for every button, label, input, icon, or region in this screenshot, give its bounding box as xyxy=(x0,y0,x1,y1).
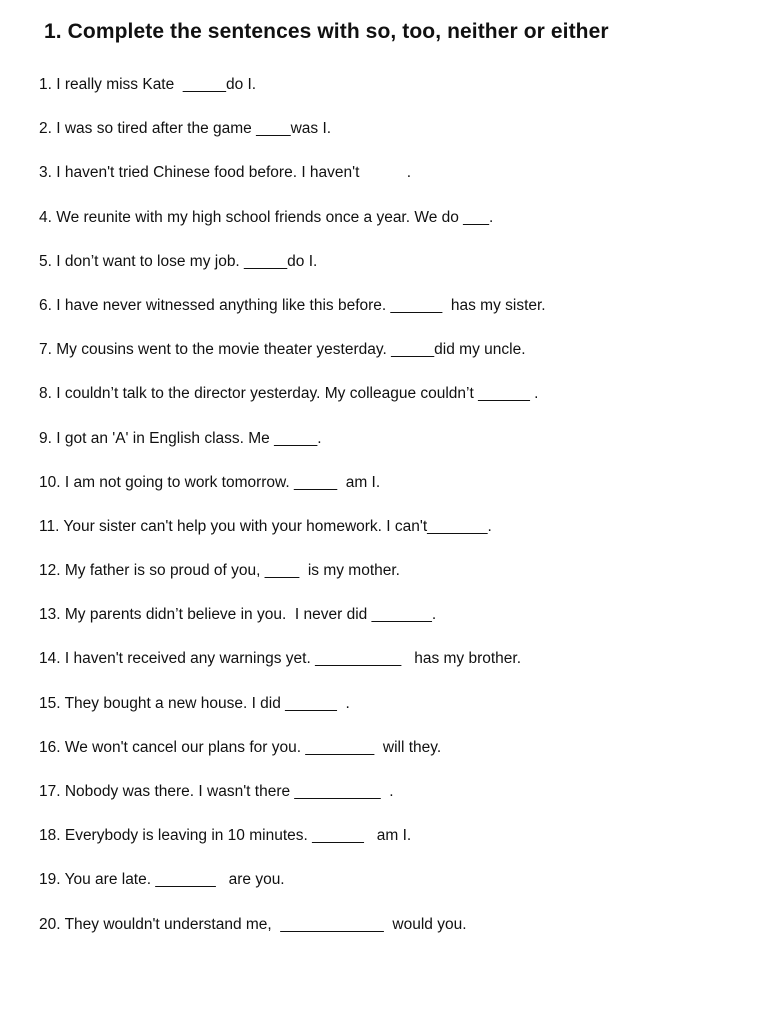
sentence-item: 10. I am not going to work tomorrow. _____ am I. xyxy=(39,473,381,491)
sentence-item: 4. We reunite with my high school friends once a year. We do ___. xyxy=(39,208,494,226)
sentence-item: 9. I got an 'A' in English class. Me _____. xyxy=(39,429,322,447)
sentence-item: 15. They bought a new house. I did ______ . xyxy=(39,694,350,712)
sentence-item: 5. I don’t want to lose my job. _____do I. xyxy=(39,252,318,270)
sentence-item: 14. I haven't received any warnings yet. __________ has my brother. xyxy=(39,650,522,668)
sentence-item: 2. I was so tired after the game ____was I. xyxy=(39,120,332,138)
sentence-item: 3. I haven't tried Chinese food before. I haven't . xyxy=(39,164,412,182)
sentence-item: 16. We won't cancel our plans for you. ________ will they. xyxy=(39,738,442,756)
sentence-item: 6. I have never witnessed anything like this before. ______ has my sister. xyxy=(39,296,546,314)
sentence-item: 1. I really miss Kate _____do I. xyxy=(39,76,257,93)
sentence-item: 13. My parents didn’t believe in you. I never did _______. xyxy=(39,606,437,624)
sentence-item: 12. My father is so proud of you, ____ is my mother. xyxy=(39,562,400,580)
sentence-item: 11. Your sister can't help you with your homework. I can't_______. xyxy=(39,517,492,535)
sentence-item: 8. I couldn’t talk to the director yesterday. My colleague couldn’t ______ . xyxy=(39,385,539,403)
sentence-item: 19. You are late. _______ are you. xyxy=(39,871,285,889)
exercise-title: 1. Complete the sentences with so, too, neither or either xyxy=(44,20,609,43)
sentence-item: 18. Everybody is leaving in 10 minutes. ______ am I. xyxy=(39,827,412,845)
sentence-item: 17. Nobody was there. I wasn't there __________ . xyxy=(39,783,394,800)
sentence-list xyxy=(39,72,546,956)
sentence-item: 20. They wouldn't understand me, ____________ would you. xyxy=(39,915,467,933)
sentence-item: 7. My cousins went to the movie theater yesterday. _____did my uncle. xyxy=(39,341,526,359)
